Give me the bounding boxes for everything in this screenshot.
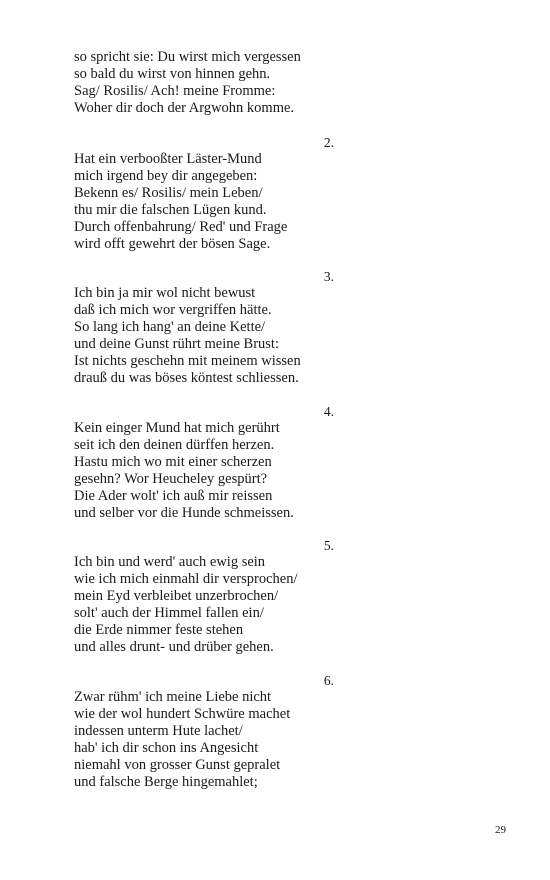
stanza-3 <box>74 268 334 387</box>
stanza-number: 4. <box>323 404 334 419</box>
verse-line: Kein einger Mund hat mich gerührt <box>74 420 280 436</box>
verse-line: Zwar rühm' ich meine Liebe nicht <box>74 689 272 705</box>
verse-line: und alles drunt- und drüber gehen. <box>74 639 274 655</box>
stanza-5 <box>74 537 334 656</box>
stanza-6 <box>74 672 334 791</box>
verse-line: mein Eyd verbleibet unzerbrochen/ <box>74 588 279 604</box>
verse-line: niemahl von grosser Gunst gepralet <box>74 757 281 773</box>
verse-line: Hat ein verbooßter Läster-Mund <box>74 151 262 167</box>
stanza-number: 3. <box>323 269 334 284</box>
verse-line: Bekenn es/ Rosilis/ mein Leben/ <box>74 185 263 201</box>
stanza-number: 2. <box>323 135 334 150</box>
page-number: 29 <box>495 824 506 836</box>
verse-line: wie der wol hundert Schwüre machet <box>74 706 291 722</box>
verse-line: wie ich mich einmahl dir versprochen/ <box>74 571 298 587</box>
verse-line: seit ich den deinen dürffen herzen. <box>74 437 275 453</box>
stanza-1 <box>74 49 334 117</box>
verse-line: Ich bin und werd' auch ewig sein <box>74 554 266 570</box>
verse-line: und selber vor die Hunde schmeissen. <box>74 505 294 521</box>
verse-line: so spricht sie: Du wirst mich vergessen <box>74 49 301 65</box>
verse-line: daß ich mich wor vergriffen hätte. <box>74 302 272 318</box>
verse-line: Ist nichts geschehn mit meinem wissen <box>74 353 301 369</box>
verse-line: Woher dir doch der Argwohn komme. <box>74 100 295 116</box>
verse-line: Sag/ Rosilis/ Ach! meine Fromme: <box>74 83 276 99</box>
verse-line: Die Ader wolt' ich auß mir reissen <box>74 488 273 504</box>
verse-line: gesehn? Wor Heucheley gespürt? <box>74 471 268 487</box>
verse-line: thu mir die falschen Lügen kund. <box>74 202 267 218</box>
verse-line: Ich bin ja mir wol nicht bewust <box>74 285 256 301</box>
verse-line: solt' auch der Himmel fallen ein/ <box>74 605 264 621</box>
verse-line: und deine Gunst rührt meine Brust: <box>74 336 279 352</box>
verse-line: die Erde nimmer feste stehen <box>74 622 244 638</box>
verse-line: So lang ich hang' an deine Kette/ <box>74 319 266 335</box>
verse-line: Durch offenbahrung/ Red' und Frage <box>74 219 288 235</box>
stanza-4 <box>74 403 334 522</box>
stanza-2 <box>74 134 334 253</box>
verse-line: indessen unterm Hute lachet/ <box>74 723 243 739</box>
verse-line: mich irgend bey dir angegeben: <box>74 168 258 184</box>
stanza-number: 6. <box>323 673 334 688</box>
verse-line: wird offt gewehrt der bösen Sage. <box>74 236 271 252</box>
stanza-number: 5. <box>323 538 334 553</box>
verse-line: drauß du was böses köntest schliessen. <box>74 370 299 386</box>
verse-line: hab' ich dir schon ins Angesicht <box>74 740 259 756</box>
verse-line: Hastu mich wo mit einer scherzen <box>74 454 272 470</box>
verse-line: so bald du wirst von hinnen gehn. <box>74 66 271 82</box>
verse-line: und falsche Berge hingemahlet; <box>74 774 258 790</box>
